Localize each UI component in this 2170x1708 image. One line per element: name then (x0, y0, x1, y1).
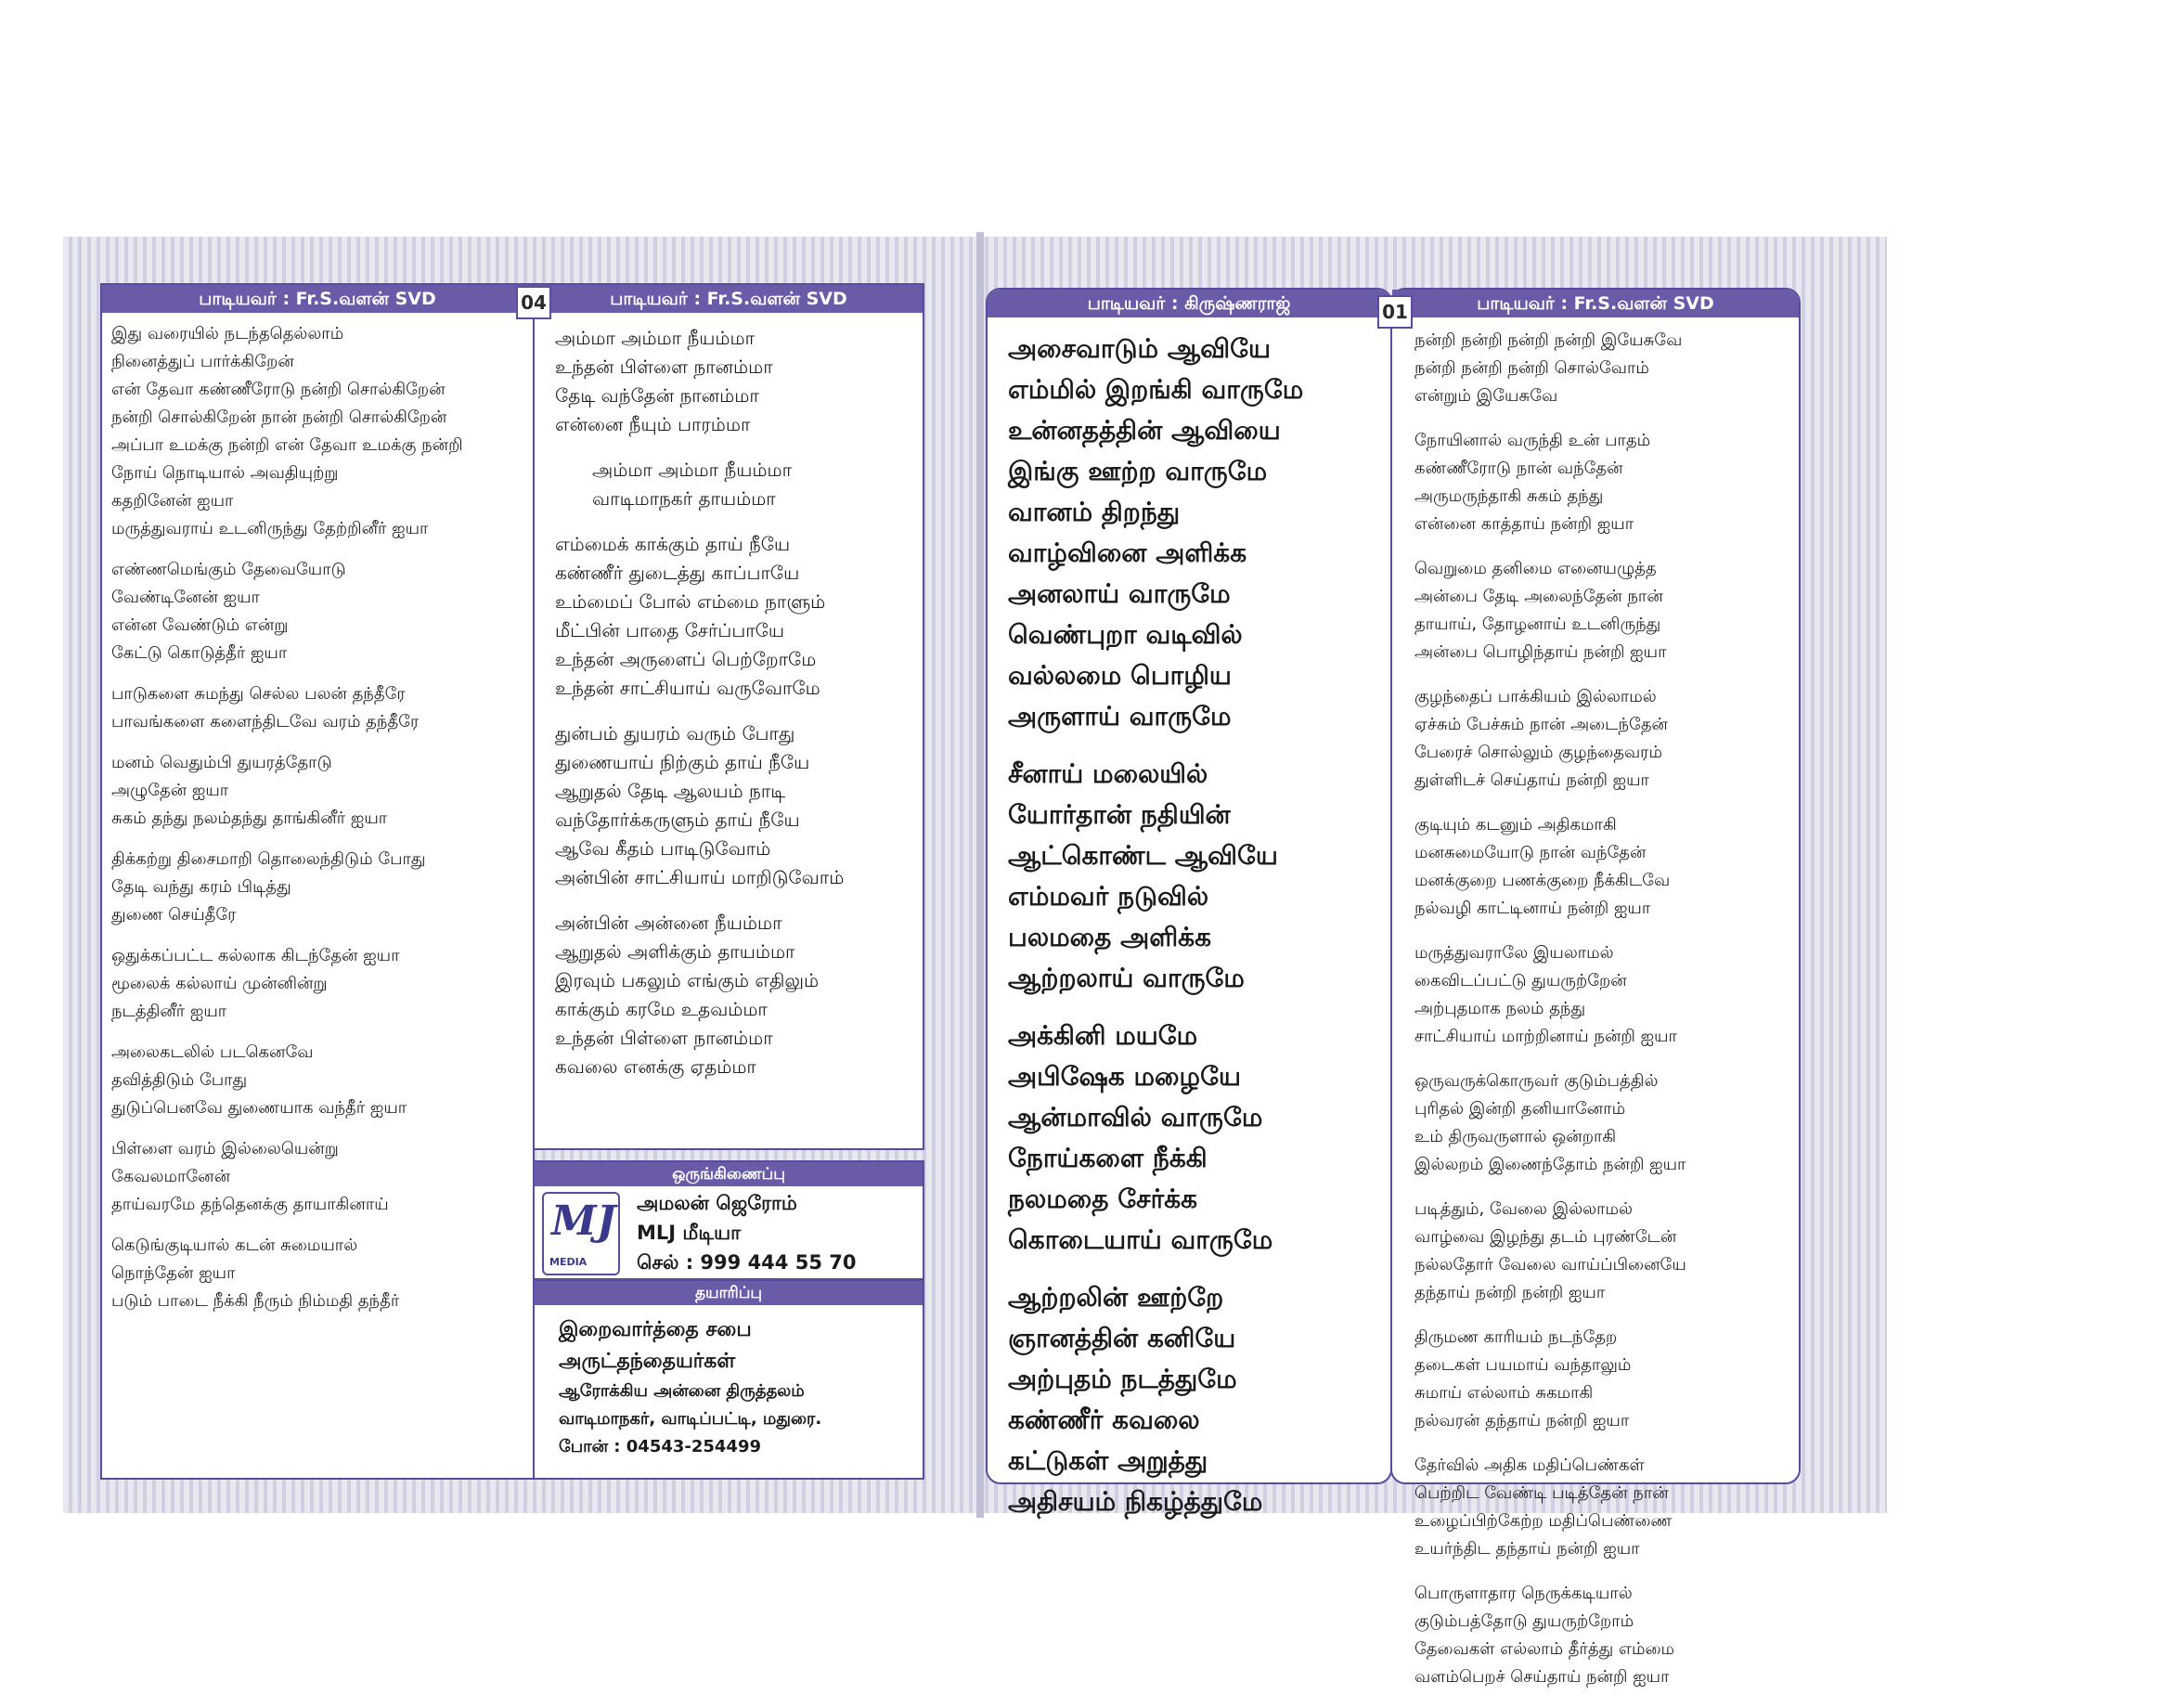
lyric-line: அன்பின் சாட்சியாய் மாறிடுவோம் (555, 866, 845, 888)
lyric-line: என் தேவா கண்ணீரோடு நன்றி சொல்கிறேன் (111, 380, 446, 399)
lyric-line: உயர்ந்திட தந்தாய் நன்றி ஐயா (1414, 1539, 1640, 1559)
lyric-line: வல்லமை பொழிய (1008, 660, 1232, 691)
lyric-line: தேர்வில் அதிக மதிப்பெண்கள் (1414, 1456, 1645, 1475)
lyric-line: நல்லதோர் வேலை வாய்ப்பினையே (1414, 1255, 1686, 1275)
lyric-line: ஏச்சும் பேச்சும் நான் அடைந்தேன் (1414, 715, 1669, 734)
stanza-gap (111, 833, 533, 846)
coordination-label: ஒருங்கிணைப்பு (535, 1162, 923, 1186)
stanza (1008, 754, 1390, 999)
page1-lyrics (1414, 327, 1799, 1708)
lyric-line: குடியும் கடனும் அதிகமாகி (1414, 815, 1617, 835)
production-line: போன் : 04543-254499 (559, 1437, 762, 1456)
lyric-line: நன்றி நன்றி நன்றி நன்றி இயேசுவே (1414, 330, 1683, 350)
stanza (555, 456, 923, 513)
lyric-line: பாடுகளை சுமந்து செல்ல பலன் தந்தீரே (111, 684, 406, 704)
lyric-line: நோயினால் வருந்தி உன் பாதம் (1414, 431, 1651, 450)
lyric-line: பெற்றிட வேண்டி படித்தேன் நான் (1414, 1483, 1669, 1503)
lyric-line: கதறினேன் ஐயா (111, 491, 234, 511)
lyric-line: மனம் வெதும்பி துயரத்தோடு (111, 753, 332, 772)
lyric-line: ஆறுதல் தேடி ஆலயம் நாடி (555, 780, 786, 802)
lyric-line: யோர்தான் நதியின் (1008, 799, 1231, 830)
stanza-gap (111, 543, 533, 556)
lyric-line: சுமாய் எல்லாம் சுகமாகி (1414, 1383, 1594, 1403)
lyric-line: தவித்திடும் போது (111, 1070, 248, 1090)
lyric-line: துள்ளிடச் செய்தாய் நன்றி ஐயா (1414, 770, 1649, 790)
lyric-line: இல்லறம் இணைந்தோம் நன்றி ஐயா (1414, 1155, 1686, 1174)
lyric-line: வெறுமை தனிமை எனையழுத்த (1414, 559, 1657, 578)
lyric-line: மருத்துவராலே இயலாமல் (1414, 943, 1614, 963)
production-line: வாடிமாநகர், வாடிப்பட்டி, மதுரை. (559, 1409, 822, 1429)
lyric-line: வளம்பெறச் செய்தாய் நன்றி ஐயா (1414, 1667, 1670, 1687)
lyric-line: தேவைகள் எல்லாம் தீர்த்து எம்மை (1414, 1639, 1675, 1659)
lyric-line: கட்டுகள் அறுத்து (1008, 1445, 1208, 1476)
lyric-line: படித்தும், வேலை இல்லாமல் (1414, 1199, 1633, 1219)
lyric-line: ஆற்றலின் ஊற்றே (1008, 1282, 1224, 1313)
lyric-line: அலைகடலில் படகெனவே (111, 1042, 314, 1062)
lyric-line: கெடுங்குடியால் கடன் சுமையால் (111, 1236, 358, 1255)
lyric-line: உம் திருவருளால் ஒன்றாகி (1414, 1127, 1617, 1146)
lyric-line: அற்புதம் நடத்துமே (1008, 1364, 1237, 1394)
stanza (1414, 1324, 1799, 1435)
lyric-line: நல்வரன் தந்தாய் நன்றி ஐயா (1414, 1411, 1630, 1430)
stanza (1414, 555, 1799, 666)
lyric-line: ஆற்றலாய் வாருமே (1008, 963, 1245, 993)
production-line: இறைவார்த்தை சபை (559, 1318, 752, 1341)
lyric-line: ஒருவருக்கொருவர் குடும்பத்தில் (1414, 1071, 1659, 1091)
stanza (1414, 811, 1799, 923)
production-line: ஆரோக்கிய அன்னை திருத்தலம் (559, 1381, 805, 1401)
lyric-line: உந்தன் அருளைப் பெற்றோமே (555, 648, 817, 670)
lyric-line: எம்மவர் நடுவில் (1008, 881, 1209, 912)
lyric-line: நோய் நொடியால் அவதியுற்று (111, 463, 339, 483)
lyric-line: மீட்பின் பாதை சேர்ப்பாயே (555, 619, 784, 641)
page-holy-spirit-panel (986, 288, 1392, 1517)
page1-singer: பாடியவர் : Fr.S.வளன் SVD (1392, 290, 1799, 317)
stanza (1414, 1580, 1799, 1691)
lyric-line: இரவும் பகலும் எங்கும் எதிலும் (555, 969, 820, 991)
lyric-line: உந்தன் சாட்சியாய் வருவோமே (555, 677, 820, 699)
stanza (1414, 1196, 1799, 1307)
stanza (1414, 939, 1799, 1051)
lyric-line: புரிதல் இன்றி தனியானோம் (1414, 1099, 1626, 1119)
lyric-line: ஆன்மாவில் வாருமே (1008, 1102, 1263, 1132)
lyric-line: ஆவே கீதம் பாடிடுவோம் (555, 837, 771, 860)
lyric-line: பாவங்களை களைந்திடவே வரம் தந்தீரே (111, 712, 420, 731)
lyric-line: துணையாய் நிற்கும் தாய் நீயே (555, 751, 810, 773)
lyric-line: தந்தாய் நன்றி நன்றி ஐயா (1414, 1283, 1606, 1302)
lyric-line: திருமண காரியம் நடந்தேற (1414, 1327, 1618, 1347)
lyric-line: பேரைச் சொல்லும் குழந்தைவரம் (1414, 743, 1662, 762)
page-mid-singer: பாடியவர் : Fr.S.வளன் SVD (535, 285, 923, 313)
stanza (555, 324, 923, 439)
lyric-line: படும் பாடை நீக்கி நீரும் நிம்மதி தந்தீர் (111, 1291, 400, 1311)
lyric-line: அழுதேன் ஐயா (111, 781, 229, 800)
lyric-line: வெண்புறா வடிவில் (1008, 619, 1243, 650)
lyric-line: ஞானத்தின் கனியே (1008, 1323, 1236, 1353)
lyric-line: என்ன வேண்டும் என்று (111, 615, 289, 635)
lyric-line: குடும்பத்தோடு துயருற்றோம் (1414, 1611, 1634, 1631)
lyric-line: அதிசயம் நிகழ்த்துமே (1008, 1486, 1263, 1517)
lyric-line: தேடி வந்து கரம் பிடித்து (111, 877, 291, 897)
lyric-line: நன்றி நன்றி நன்றி சொல்வோம் (1414, 358, 1649, 378)
stanza (555, 909, 923, 1081)
lyric-line: அன்பை பொழிந்தாய் நன்றி ஐயா (1414, 642, 1667, 662)
stanza (1414, 427, 1799, 538)
lyric-line: பிள்ளை வரம் இல்லையென்று (111, 1139, 339, 1158)
lyric-line: தாயாய், தோழனாய் உடனிருந்து (1414, 615, 1661, 634)
lyric-line: மனசுமையோடு நான் வந்தேன் (1414, 843, 1647, 862)
lyric-line: கண்ணீர் கவலை (1008, 1404, 1200, 1435)
stanza (1008, 1277, 1390, 1522)
page-mid-panel (533, 283, 924, 1150)
page4-panel (100, 283, 535, 1480)
page1-panel (1390, 288, 1801, 1687)
lyric-line: கைவிடப்பட்டு துயருற்றேன் (1414, 971, 1627, 990)
lyric-line: ஆறுதல் அளிக்கும் தாயம்மா (555, 940, 795, 963)
page-number-01: 01 (1377, 295, 1413, 329)
lyric-line: காக்கும் கரமே உதவம்மா (555, 998, 768, 1020)
lyric-line: கொடையாய் வாருமே (1008, 1224, 1273, 1255)
lyric-line: கேட்டு கொடுத்தீர் ஐயா (111, 643, 288, 663)
lyric-line: துணை செய்தீரே (111, 905, 237, 925)
lyric-line: அனலாய் வாருமே (1008, 578, 1231, 609)
lyric-line: வாழ்வினை அளிக்க (1008, 537, 1247, 568)
stanza (555, 530, 923, 703)
lyric-line: துன்பம் துயரம் வரும் போது (555, 722, 795, 744)
lyric-line: அம்மா அம்மா நீயம்மா (555, 327, 756, 349)
mlj-media-logo (542, 1192, 620, 1275)
stanza-gap (111, 929, 533, 942)
lyric-line: அன்பை தேடி அலைந்தேன் நான் (1414, 587, 1663, 606)
stanza (1414, 1452, 1799, 1563)
lyric-line: பொருளாதார நெருக்கடியால் (1414, 1584, 1633, 1603)
lyric-line: என்றும் இயேசுவே (1414, 386, 1558, 406)
lyric-line: நினைத்துப் பார்க்கிறேன் (111, 352, 294, 371)
stanza (1008, 1016, 1390, 1261)
lyric-line: திக்கற்று திசைமாறி தொலைந்திடும் போது (111, 849, 426, 869)
lyric-line: உன்னதத்தின் ஆவியை (1008, 415, 1281, 446)
production-details (559, 1314, 821, 1461)
lyric-line: எம்மைக் காக்கும் தாய் நீயே (555, 533, 791, 555)
lyric-line: அசைவாடும் ஆவியே (1008, 333, 1271, 364)
lyric-line: அபிஷேக மழையே (1008, 1061, 1241, 1092)
lyric-line: அருமருந்தாகி சுகம் தந்து (1414, 486, 1604, 506)
lyric-line: அன்பின் அன்னை நீயம்மா (555, 912, 782, 934)
lyric-line: உந்தன் பிள்ளை நானம்மா (555, 356, 773, 378)
lyric-line: சுகம் தந்து நலம்தந்து தாங்கினீர் ஐயா (111, 809, 388, 828)
lyric-line: கண்ணீர் துடைத்து காப்பாயே (555, 562, 800, 584)
lyric-line: ஒதுக்கப்பட்ட கல்லாக கிடந்தேன் ஐயா (111, 946, 400, 965)
production-line: அருட்தந்தையர்கள் (559, 1350, 736, 1373)
stanza-gap (111, 667, 533, 680)
lyric-line: இங்கு ஊற்ற வாருமே (1008, 456, 1268, 486)
stanza (555, 719, 923, 892)
logo-sub-text: MEDIA (549, 1256, 588, 1268)
page-mid-lyrics (555, 324, 923, 1098)
lyric-line: பலமதை அளிக்க (1008, 922, 1211, 952)
lyric-line: இது வரையில் நடந்ததெல்லாம் (111, 324, 344, 343)
lyric-line: தேடி வந்தேன் நானம்மா (555, 384, 759, 407)
lyric-line: உந்தன் பிள்ளை நானம்மா (555, 1027, 773, 1049)
lyric-line: ஆட்கொண்ட ஆவியே (1008, 840, 1278, 871)
lyric-line: நொந்தேன் ஐயா (111, 1263, 236, 1283)
lyric-line: தாய்வரமே தந்தெனக்கு தாயாகினாய் (111, 1195, 389, 1214)
stanza-gap (111, 736, 533, 749)
lyric-line: அப்பா உமக்கு நன்றி என் தேவா உமக்கு நன்றி (111, 435, 463, 455)
lyric-line: சீனாய் மலையில் (1008, 758, 1208, 789)
stanza (1008, 329, 1390, 737)
lyric-line: வாடிமாநகர் தாயம்மா (592, 487, 776, 510)
lyric-line: என்னை நீயும் பாரம்மா (555, 413, 751, 435)
stanza-gap (111, 1219, 533, 1232)
stanza-gap (111, 1122, 533, 1135)
lyric-line: குழந்தைப் பாக்கியம் இல்லாமல் (1414, 687, 1657, 706)
lyric-line: வேண்டினேன் ஐயா (111, 588, 260, 607)
lyric-line: மருத்துவராய் உடனிருந்து தேற்றினீர் ஐயா (111, 519, 429, 538)
lyric-line: வந்தோர்க்கருளும் தாய் நீயே (555, 809, 800, 831)
lyric-line: எம்மில் இறங்கி வாருமே (1008, 374, 1304, 405)
lyric-line: எண்ணமெங்கும் தேவையோடு (111, 560, 346, 579)
lyric-line: வாழ்வை இழந்து தடம் புரண்டேன் (1414, 1227, 1677, 1247)
logo-mark: MJ (551, 1197, 616, 1245)
stanza-gap (111, 1026, 533, 1039)
coordinator-name: அமலன் ஜெரோம் (637, 1192, 797, 1214)
lyric-line: வானம் திறந்து (1008, 497, 1181, 527)
fold-line (976, 232, 984, 1518)
lyric-line: மூலைக் கல்லாய் முன்னின்று (111, 974, 328, 993)
page4-lyrics (111, 320, 533, 1315)
lyric-line: கண்ணீரோடு நான் வந்தேன் (1414, 459, 1623, 478)
lyric-line: உழைப்பிற்கேற்ற மதிப்பெண்ணை (1414, 1511, 1673, 1531)
phone-number: செல் : 999 444 55 70 (637, 1251, 857, 1274)
lyric-line: தடைகள் பயமாய் வந்தாலும் (1414, 1355, 1632, 1375)
stanza (1414, 327, 1799, 410)
lyric-line: என்னை காத்தாய் நன்றி ஐயா (1414, 514, 1634, 534)
page-number-04: 04 (516, 286, 551, 319)
page-holy-spirit-singer: பாடியவர் : கிருஷ்ணராஜ் (988, 290, 1390, 317)
coordination-panel (533, 1160, 924, 1280)
stanza (1414, 1068, 1799, 1179)
lyric-line: நல்வழி காட்டினாய் நன்றி ஐயா (1414, 899, 1651, 918)
lyric-line: நடத்தினீர் ஐயா (111, 1002, 227, 1021)
lyric-line: நன்றி சொல்கிறேன் நான் நன்றி சொல்கிறேன் (111, 408, 447, 427)
lyric-line: நலமதை சேர்க்க (1008, 1184, 1198, 1214)
lyric-line: கவலை எனக்கு ஏதம்மா (555, 1055, 756, 1078)
lyric-line: அக்கினி மயமே (1008, 1020, 1198, 1051)
page-holy-spirit-lyrics (1008, 329, 1390, 1539)
media-name: MLJ மீடியா (637, 1222, 742, 1244)
lyric-line: உம்மைப் போல் எம்மை நாளும் (555, 590, 826, 613)
lyric-line: நோய்களை நீக்கி (1008, 1143, 1208, 1173)
lyric-line: கேவலமானேன் (111, 1167, 231, 1186)
lyric-line: துடுப்பெனவே துணையாக வந்தீர் ஐயா (111, 1098, 407, 1118)
lyric-line: அம்மா அம்மா நீயம்மா (592, 459, 793, 481)
production-label: தயாரிப்பு (535, 1281, 923, 1305)
page4-singer: பாடியவர் : Fr.S.வளன் SVD (102, 285, 533, 313)
lyric-line: சாட்சியாய் மாற்றினாய் நன்றி ஐயா (1414, 1027, 1677, 1046)
lyric-line: மனக்குறை பணக்குறை நீக்கிடவே (1414, 871, 1671, 890)
lyric-line: அற்புதமாக நலம் தந்து (1414, 999, 1586, 1018)
stanza (1414, 683, 1799, 795)
lyric-line: அருளாய் வாருமே (1008, 701, 1232, 731)
production-panel (533, 1279, 924, 1480)
